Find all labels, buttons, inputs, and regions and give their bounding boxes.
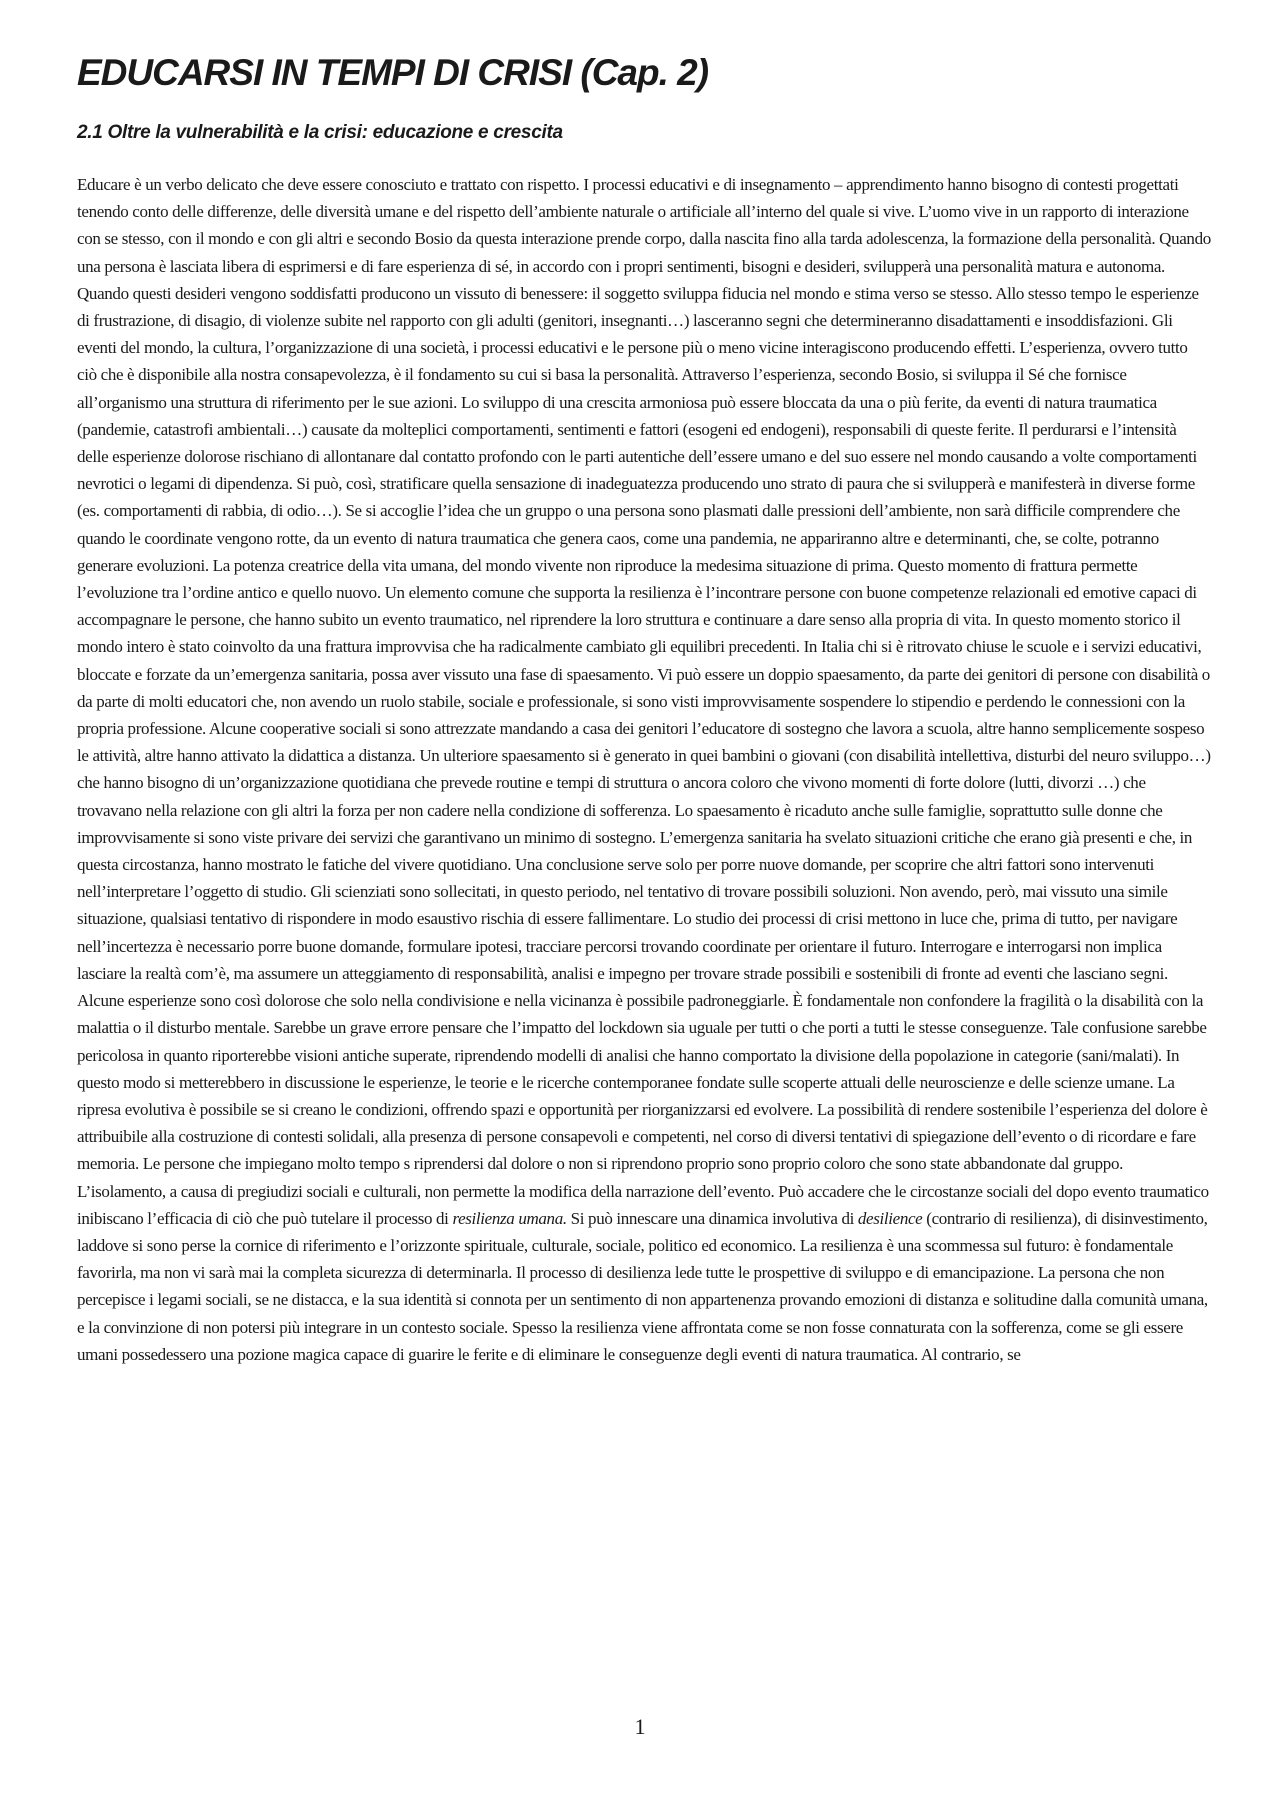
body-text-part3: (contrario di resilienza), di disinvestimento, laddove si sono perse la cornice di riferimento e l’orizzonte spirituale, culturale, sociale, politico ed economico. La resilienza è una scommessa sul futuro: è fondamentale favorirla, ma non vi sarà mai la completa sicurezza di determinarla. Il processo di desilienza lede tutte le prospettive di sviluppo e di emancipazione. La persona che non percepisce i legami sociali, se ne distacca, e la sua identità si connota per un sentimento di non appartenenza provando emozioni di distanza e solitudine dalla comunità umana, e la convinzione di non potersi più integrare in un contesto sociale. Spesso la resilienza viene affrontata come se non fosse connaturata con la sofferenza, come se gli essere umani possedessero una pozione magica capace di guarire le ferite e di eliminare le conseguenze degli eventi di natura traumatica. Al contrario, se xyxy=(77,1208,1208,1364)
body-paragraph xyxy=(77,171,1211,1368)
italic-term-desilience: desilience xyxy=(857,1208,923,1228)
page-number: 1 xyxy=(634,1714,646,1739)
section-heading: 2.1 Oltre la vulnerabilità e la crisi: educazione e crescita xyxy=(77,122,563,143)
body-text-part1: Educare è un verbo delicato che deve essere conosciuto e trattato con rispetto. I processi educativi e di insegnamento – apprendimento hanno bisogno di contesti progettati tenendo conto delle differenze, delle diversità umane e del rispetto dell’ambiente naturale o artificiale all’interno del quale si vive. L’uomo vive in un rapporto di interazione con se stesso, con il mondo e con gli altri e secondo Bosio da questa interazione prende corpo, dalla nascita fino alla tarda adolescenza, la formazione della personalità. Quando una persona è lasciata libera di esprimersi e di fare esperienza di sé, in accordo con i propri sentimenti, bisogni e desideri, svilupperà una personalità matura e autonoma. Quando questi desideri vengono soddisfatti producono un vissuto di benessere: il soggetto sviluppa fiducia nel mondo e stima verso se stesso. Allo stesso tempo le esperienze di frustrazione, di disagio, di violenze subite nel rapporto con gli adulti (genitori, insegnanti…) lasceranno segni che determineranno disadattamenti e insoddisfazioni. Gli eventi del mondo, la cultura, l’organizzazione di una società, i processi educativi e le persone più o meno vicine interagiscono producendo effetti. L’esperienza, ovvero tutto ciò che è disponibile alla nostra consapevolezza, è il fondamento su cui si basa la personalità. Attraverso l’esperienza, secondo Bosio, si sviluppa il Sé che fornisce all’organismo una struttura di riferimento per le sue azioni. Lo sviluppo di una crescita armoniosa può essere bloccata da una o più ferite, da eventi di natura traumatica (pandemie, catastrofi ambientali…) causate da molteplici comportamenti, sentimenti e fattori (esogeni ed endogeni), responsabili di queste ferite. Il perdurarsi e l’intensità delle esperienze dolorose rischiano di allontanare dal contatto profondo con le parti autentiche dell’essere umano e del suo essere nel mondo causando a volte comportamenti nevrotici o legami di dipendenza. Si può, così, stratificare quella sensazione di inadeguatezza producendo uno strato di paura che si svilupperà e manifesterà in diverse forme (es. comportamenti di rabbia, di odio…). Se si accoglie l’idea che un gruppo o una persona sono plasmati dalle pressioni dell’ambiente, non sarà difficile comprendere che quando le coordinate vengono rotte, da un evento di natura traumatica che genera caos, come una pandemia, ne appariranno altre e determinanti, che, se colte, potranno generare evoluzioni. La potenza creatrice della vita umana, del mondo vivente non riproduce la medesima situazione di prima. Questo momento di frattura permette l’evoluzione tra l’ordine antico e quello nuovo. Un elemento comune che supporta la resilienza è l’incontrare persone con buone competenze relazionali ed emotive capaci di accompagnare le persone, che hanno subito un evento traumatico, nel riprendere la loro struttura e continuare a dare senso alla propria di vita. In questo momento storico il mondo intero è stato coinvolto da una frattura improvvisa che ha radicalmente cambiato gli equilibri precedenti. In Italia chi si è ritrovato chiuse le scuole e i servizi educativi, bloccate e forzate da un’emergenza sanitaria, possa aver vissuto una fase di spaesamento. Vi può essere un doppio spaesamento, da parte dei genitori di persone con disabilità o da parte di molti educatori che, non avendo un ruolo stabile, sociale e professionale, si sono visti improvvisamente sospendere lo stipendio e perdendo le connessioni con la propria professione. Alcune cooperative sociali si sono attrezzate mandando a casa dei genitori l’educatore di sostegno che lavora a scuola, altre hanno semplicemente sospeso le attività, altre hanno attivato la didattica a distanza. Un ulteriore spaesamento si è generato in quei bambini o giovani (con disabilità intellettiva, disturbi del neuro sviluppo…) che hanno bisogno di un’organizzazione quotidiana che prevede routine e tempi di struttura o ancora coloro che vivono momenti di forte dolore (lutti, divorzi …) che trovavano nella relazione con gli altri la forza per non cadere nella condizione di sofferenza. Lo spaesamento è ricaduto anche sulle famiglie, soprattutto sulle donne che improvvisamente si sono viste privare dei servizi che garantivano un minimo di sostegno. L’emergenza sanitaria ha svelato situazioni critiche che erano già presenti e che, in questa circostanza, hanno mostrato le fatiche del vivere quotidiano. Una conclusione serve solo per porre nuove domande, per scoprire che altri fattori sono intervenuti nell’interpretare l’oggetto di studio. Gli scienziati sono sollecitati, in questo periodo, nel tentativo di trovare possibili soluzioni. Non avendo, però, mai vissuto una simile situazione, qualsiasi tentativo di rispondere in modo esaustivo rischia di essere fallimentare. Lo studio dei processi di crisi mettono in luce che, prima di tutto, per navigare nell’incertezza è necessario porre buone domande, formulare ipotesi, tracciare percorsi trovando coordinate per orientare il futuro. Interrogare e interrogarsi non implica lasciare la realtà com’è, ma assumere un atteggiamento di responsabilità, analisi e impegno per trovare strade possibili e sostenibili di fronte ad eventi che lasciano segni. Alcune esperienze sono così dolorose che solo nella condivisione e nella vicinanza è possibile padroneggiarle. È fondamentale non confondere la fragilità o la disabilità con la malattia o il disturbo mentale. Sarebbe un grave errore pensare che l’impatto del lockdown sia uguale per tutti o che porti a tutti le stesse conseguenze. Tale confusione sarebbe pericolosa in quanto riporterebbe visioni antiche superate, riprendendo modelli di analisi che hanno comportato la divisione della popolazione in categorie (sani/malati). In questo modo si metterebbero in discussione le esperienze, le teorie e le ricerche contemporanee fondate sulle scoperte attuali delle neuroscienze e delle scienze umane. La ripresa evolutiva è possibile se si creano le condizioni, offrendo spazi e opportunità per riorganizzarsi ed evolvere. La possibilità di rendere sostenibile l’esperienza del dolore è attribuibile alla costruzione di contesti solidali, alla presenza di persone consapevoli e competenti, nel corso di diversi tentativi di spiegazione dell’evento o di ricordare e fare memoria. Le persone che impiegano molto tempo s riprendersi dal dolore o non si riprendono proprio sono proprio coloro che sono state abbandonate dal gruppo. L’isolamento, a causa di pregiudizi sociali e culturali, non permette la modifica della narrazione dell’evento. Può accadere che le circostanze sociali del dopo evento traumatico inibiscano l’efficacia di ciò che può tutelare il processo di xyxy=(77,175,1211,1228)
italic-term-resilienza-umana: resilienza umana. xyxy=(452,1208,567,1228)
chapter-title: EDUCARSI IN TEMPI DI CRISI (Cap. 2) xyxy=(77,52,709,93)
body-text-part2: Si può innescare una dinamica involutiva di xyxy=(566,1208,858,1228)
